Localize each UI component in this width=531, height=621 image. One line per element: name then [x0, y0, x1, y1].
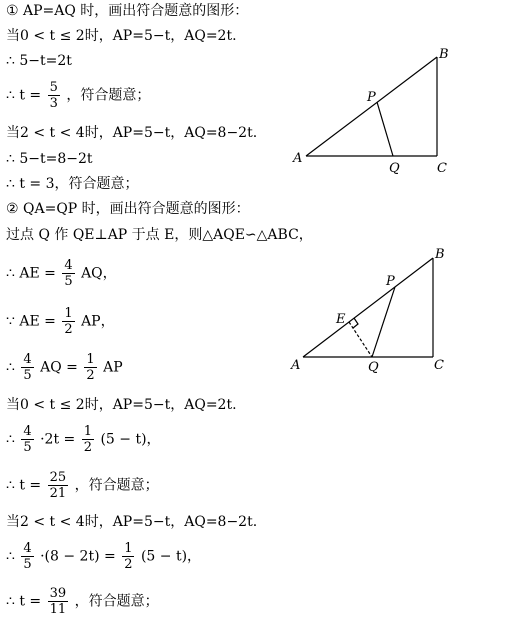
figure-1 [306, 57, 437, 156]
r2-prefix: ∴ t = [6, 593, 42, 610]
numerator: 4 [64, 258, 73, 273]
numerator: 4 [23, 352, 32, 367]
part2-construct: 过点 Q 作 QE⊥AP 于点 E，则△AQE∽△ABC， [6, 227, 313, 243]
numerator: 1 [83, 424, 93, 439]
line3-middle: AQ = [40, 359, 78, 376]
calc1-prefix: ∴ [6, 431, 15, 448]
fig1-label-a: A [293, 151, 303, 166]
denominator: 2 [64, 322, 73, 337]
denominator: 2 [86, 368, 95, 383]
calc1-middle: ·2t = [40, 431, 76, 448]
calc2-suffix: (5 − t)， [140, 548, 202, 565]
r1-suffix: ，符合题意； [74, 477, 159, 494]
line3-prefix: ∴ [6, 359, 15, 376]
segment-pq [377, 102, 393, 156]
denominator: 5 [64, 274, 73, 289]
calc2-middle: ·(8 − 2t) = [40, 548, 116, 565]
part1-case2: 当2 < t < 4时，AP=5−t，AQ=8−2t. [6, 125, 258, 141]
part1-result2: ∴ t = 3，符合题意； [6, 176, 139, 192]
line3-suffix: AP [103, 359, 123, 376]
numerator: 1 [86, 352, 95, 367]
fig2-label-e: E [336, 312, 346, 327]
r1-prefix: ∴ t = [6, 477, 42, 494]
fig2-label-b: B [435, 247, 445, 262]
fig2-label-a: A [291, 358, 301, 373]
numerator: 25 [49, 470, 67, 485]
fig2-label-q: Q [368, 360, 379, 375]
numerator: 4 [23, 541, 32, 556]
part1-eq2: ∴ 5−t=8−2t [6, 151, 93, 167]
segment-qe-dashed [349, 322, 372, 357]
calc1-suffix: (5 − t)， [100, 431, 161, 448]
fig2-label-c: C [434, 358, 444, 373]
part1-eq1: ∴ 5−t=2t [6, 53, 72, 69]
part2-case2: 当2 < t < 4时，AP=5−t，AQ=8−2t. [6, 514, 258, 530]
numerator: 1 [124, 541, 133, 556]
denominator: 5 [23, 557, 32, 572]
part2-title: ② QA=QP 时，画出符合题意的图形： [6, 201, 250, 217]
denominator: 21 [49, 486, 67, 501]
fig1-label-b: B [439, 47, 449, 62]
denominator: 2 [83, 440, 93, 455]
figure-2 [303, 258, 433, 357]
part2-case1: 当0 < t ≤ 2时，AP=5−t，AQ=2t. [6, 397, 237, 413]
segment-ab [306, 57, 437, 156]
numerator: 4 [23, 424, 32, 439]
fig1-label-q: Q [389, 161, 400, 176]
part1-title: ① AP=AQ 时，画出符合题意的图形： [6, 3, 249, 19]
line1-prefix: ∴ AE = [6, 265, 56, 282]
denominator: 3 [49, 96, 58, 111]
numerator: 5 [49, 80, 58, 95]
denominator: 5 [23, 368, 32, 383]
denominator: 11 [49, 602, 67, 617]
denominator: 5 [23, 440, 32, 455]
denominator: 2 [124, 557, 133, 572]
numerator: 1 [64, 306, 73, 321]
line2-suffix: AP， [81, 313, 115, 330]
line1-suffix: AQ， [81, 265, 117, 282]
result1-prefix: ∴ t = [6, 87, 42, 104]
fig1-label-p: P [367, 90, 376, 105]
fig2-label-p: P [386, 274, 395, 289]
right-angle-mark [353, 318, 358, 328]
numerator: 39 [49, 586, 67, 601]
line2-prefix: ∵ AE = [6, 313, 56, 330]
segment-ab [303, 258, 433, 357]
r2-suffix: ，符合题意； [74, 593, 159, 610]
part1-case1: 当0 < t ≤ 2时，AP=5−t，AQ=2t. [6, 28, 237, 44]
fig1-label-c: C [437, 161, 447, 176]
result1-suffix: ，符合题意； [66, 87, 151, 104]
calc2-prefix: ∴ [6, 548, 15, 565]
segment-pq [372, 287, 395, 357]
